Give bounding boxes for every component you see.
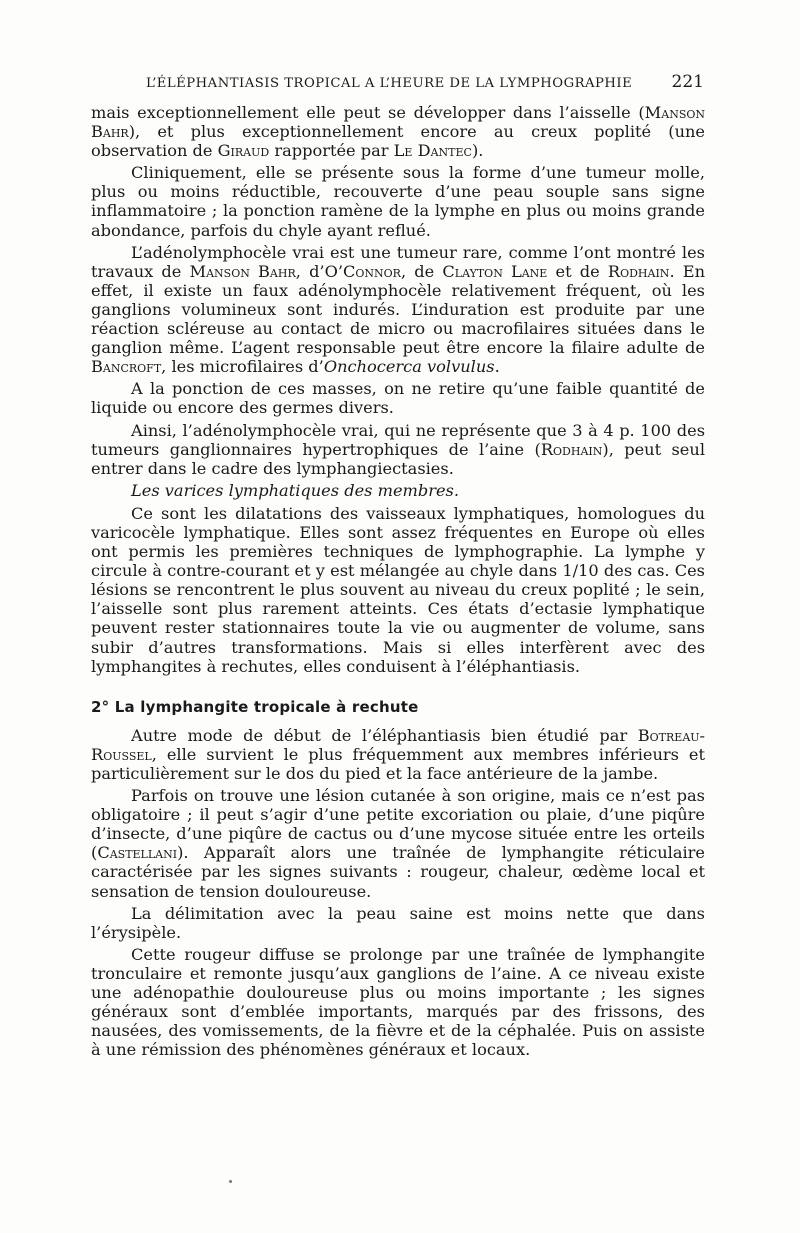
author-name: Manson Bahr: [91, 103, 705, 142]
running-header: [146, 74, 706, 96]
section-heading: 2° La lymphangite tropicale à rechute: [91, 697, 419, 716]
running-title: L’ÉLÉPHANTIASIS TROPICAL A L’HEURE DE LA LYMPHOGRAPHIE: [146, 76, 633, 91]
species-name: Onchocerca volvulus: [323, 357, 495, 377]
paragraph-1: mais exceptionnellement elle peut se développer dans l’aisselle (Manson Bahr), et plus exceptionnellement encore au creux poplité (une observation de Giraud rapportée par Le Dantec).: [91, 103, 705, 161]
paragraph-9: La délimitation avec la peau saine est moins nette que dans l’érysipèle.: [91, 903, 705, 942]
author-name: Bancroft: [91, 357, 162, 377]
author-name: Clayton Lane: [442, 261, 548, 281]
subsection-heading: Les varices lymphatiques des membres.: [131, 480, 460, 500]
author-name: Botreau-Roussel: [91, 725, 705, 764]
paragraph-3: L’adénolymphocèle vrai est une tumeur rare, comme l’ont montré les travaux de Manson Bahr, d’O’Connor, de Clayton Lane et de Rodhain. En effet, il existe un faux adénolymphocèle relativement fréquent, où les ganglions volumineux sont indurés. L’induration est produite par une réaction scléreuse au contact de micro ou macrofilaires situées dans le ganglion même. L’agent responsable peut être encore la filaire adulte de Bancroft, les microfilaires d’Onchocerca volvulus.: [91, 242, 705, 377]
paragraph-4: A la ponction de ces masses, on ne retire qu’une faible quantité de liquide ou encore des germes divers.: [91, 379, 705, 418]
paragraph-6: Ce sont les dilatations des vaisseaux lymphatiques, homologues du varicocèle lymphatique. Elles sont assez fréquentes en Europe où elles ont permis les premières techniques de lymphographie. La lymphe y circule à contre-courant et y est mélangée au chyle dans 1/10 des cas. Ces lésions se rencontrent le plus souvent au niveau du creux poplité ; le sein, l’aisselle sont plus rarement atteints. Ces états d’ectasie lymphatique peuvent rester stationnaires toute la vie ou augmenter de volume, sans subir d’autres transformations. Mais si elles interfèrent avec des lymphangites à rechutes, elles conduisent à l’éléphantiasis.: [91, 503, 705, 676]
paragraph-5: Ainsi, l’adénolymphocèle vrai, qui ne représente que 3 à 4 p. 100 des tumeurs ganglionnaires hypertrophiques de l’aine (Rodhain), peut seul entrer dans le cadre des lymphangiectasies.: [91, 420, 705, 478]
print-speck: [229, 1180, 232, 1183]
author-name: Rodhain: [607, 261, 670, 281]
body-text: [91, 103, 705, 1062]
author-name: Giraud: [217, 141, 270, 161]
author-name: Castellani: [97, 843, 178, 863]
author-name: Manson Bahr: [189, 261, 296, 281]
paragraph-10: Cette rougeur diffuse se prolonge par une traînée de lymphangite tronculaire et remonte jusqu’aux ganglions de l’aine. A ce niveau existe une adénopathie douloureuse plus ou moins importante ; les signes généraux sont d’emblée importants, marqués par des frissons, des nausées, des vomissements, de la fièvre et de la céphalée. Puis on assiste à une rémission des phénomènes généraux et locaux.: [91, 944, 705, 1060]
paragraph-7: Autre mode de début de l’éléphantiasis bien étudié par Botreau-Roussel, elle survient le plus fréquemment aux membres inférieurs et particulièrement sur le dos du pied et la face antérieure de la jambe.: [91, 725, 705, 783]
author-name: O’Connor: [324, 261, 401, 281]
page-number: 221: [671, 72, 704, 92]
author-name: Rodhain: [540, 439, 603, 459]
author-name: Le Dantec: [393, 141, 472, 161]
paragraph-2: Cliniquement, elle se présente sous la forme d’une tumeur molle, plus ou moins réductible, recouverte d’une peau souple sans signe inflammatoire ; la ponction ramène de la lymphe en plus ou moins grande abondance, parfois du chyle ayant reflué.: [91, 163, 705, 240]
paragraph-8: Parfois on trouve une lésion cutanée à son origine, mais ce n’est pas obligatoire ; il peut s’agir d’une petite excoriation ou plaie, d’une piqûre d’insecte, d’une piqûre de cactus ou d’une mycose située entre les orteils (Castellani). Apparaît alors une traînée de lymphangite réticulaire caractérisée par les signes suivants : rougeur, chaleur, œdème local et sensation de tension douloureuse.: [91, 786, 705, 901]
